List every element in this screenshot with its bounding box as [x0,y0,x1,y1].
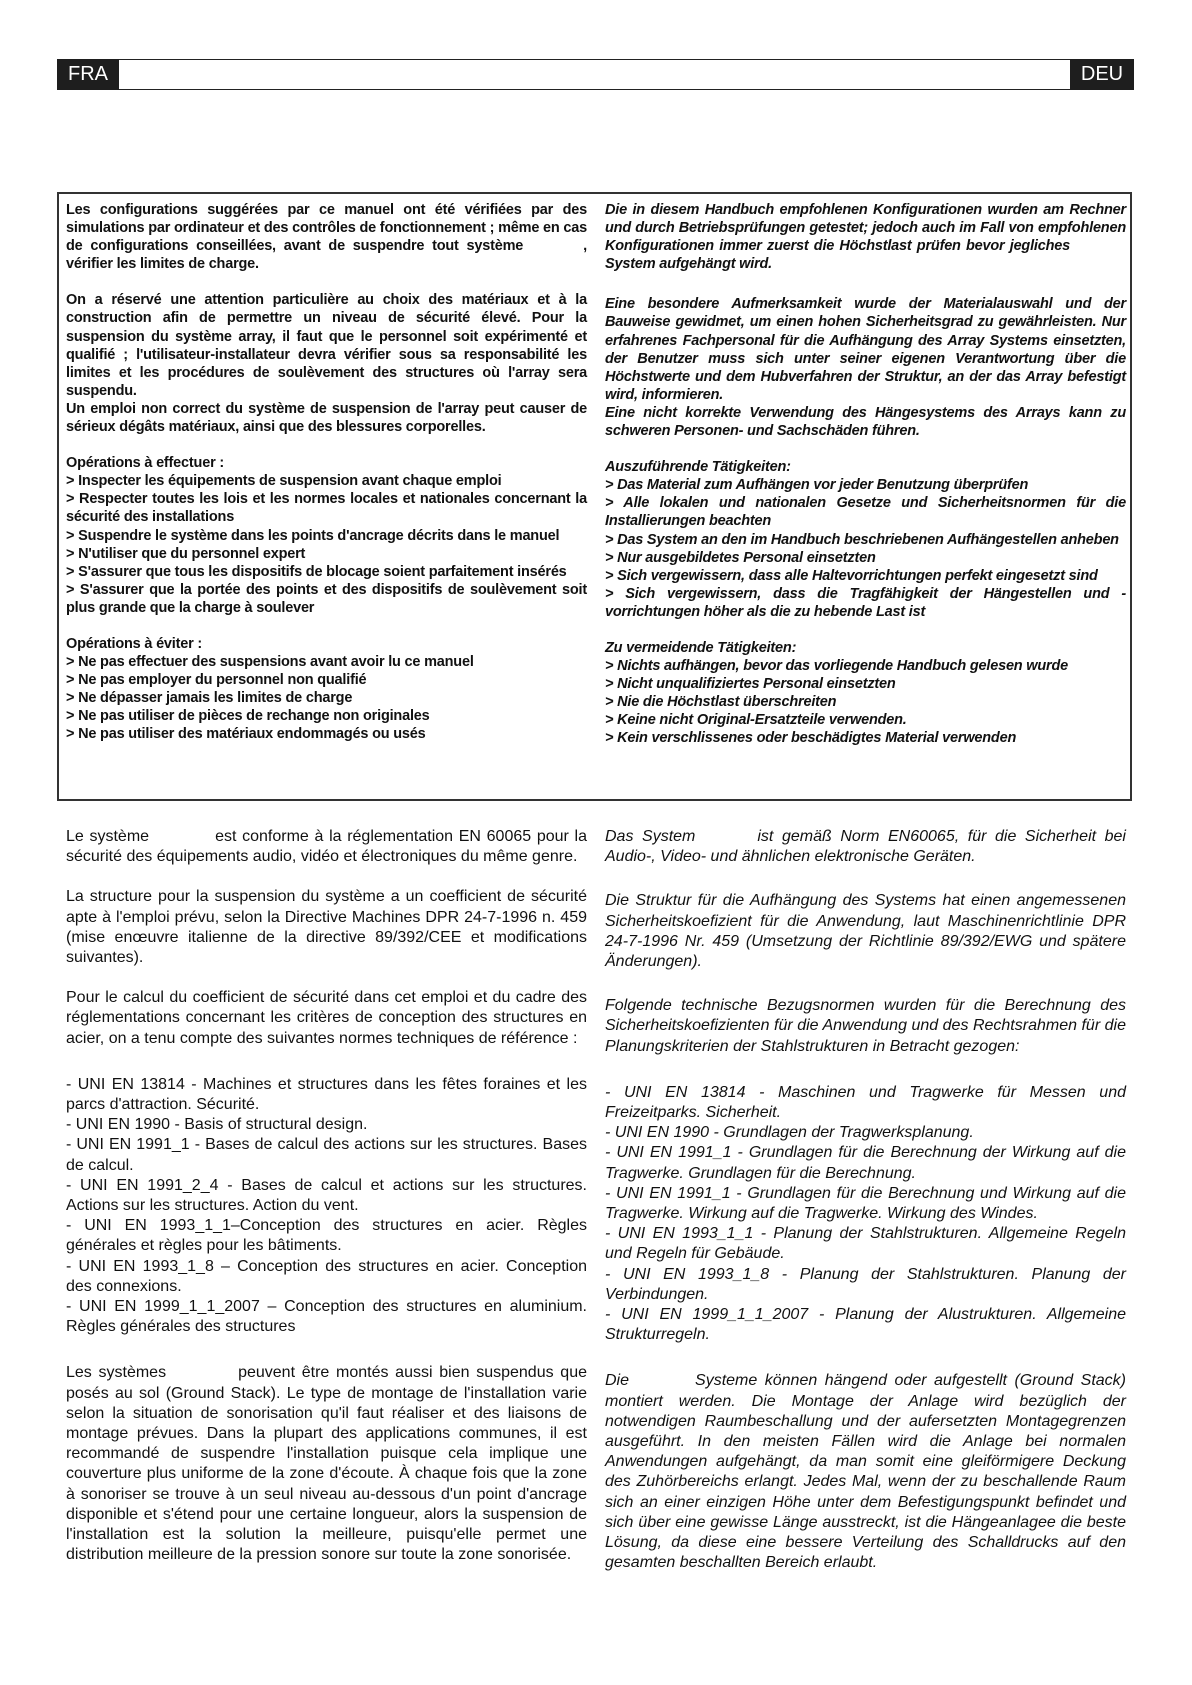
list-item: > Keine nicht Original-Ersatzteile verwenden. [605,712,907,729]
list-item: - UNI EN 13814 - Maschinen und Tragwerke für Messen und Freizeitparks. Sicherheit. [605,1083,1126,1122]
body-de-paragraph-1 [605,827,1126,867]
warning-de-paragraph-1 [605,201,1126,273]
header-rule-top [57,59,1134,60]
warning-german-column [605,201,1126,748]
list-item: > Inspecter les équipements de suspension avant chaque emploi [66,473,502,490]
warning-fr-avoid-title: Opérations à éviter : [66,635,203,652]
list-item: > Ne pas effectuer des suspensions avant avoir lu ce manuel [66,654,474,671]
warning-de-paragraph-2: Eine besondere Aufmerksamkeit wurde der Materialauswahl und der Bauweise gewidmet, um einen hohen Sicherheitsgrad zu gewährleisten. Nur erfahrenes Fachpersonal für die Aufhängung des Array Systems einsetzten, der Benutzer muss sich unter seiner eigenen Verantwortung über die Höchstwerte und dem Hubverfahren der Struktur, an der das Array befestigt wird, informieren. [605,296,1126,403]
warning-fr-p1b: , vérifier les limites de charge. [66,238,587,273]
list-item: > N'utiliser que du personnel expert [66,545,306,562]
list-item: - UNI EN 1990 - Basis of structural design. [66,1116,368,1134]
page-header [57,59,1134,90]
warning-de-paragraph-3: Eine nicht korrekte Verwendung des Hängesystems des Arrays kann zu schweren Personen- und Sachschäden führen. [605,404,1126,440]
warning-fr-paragraph-2: On a réservé une attention particulière au choix des matériaux et à la construction afin de permettre un niveau de sécurité élevé. Pour la suspension du système array, il faut que le personnel soit expérimenté et qualifié ; l'utilisateur-installateur devra vérifier sous sa responsabilité les limites et les procédures de soulèvement des structures où l'array sera suspendu. [66,292,587,399]
body-de-paragraph-4 [605,1371,1126,1573]
body-fr-p4b: peuvent être montés aussi bien suspendus que posés au sol (Ground Stack). Le type de montage de l'installation varie selon la situation de sonorisation qu'il faut réaliser et des liaisons de montage prévues. Dans la plupart des applications communes, il est recommandé de suspendre l'installation puisque cela implique une couverture plus uniforme de la zone d'écoute. À chaque fois que la zone à sonoriser se trouve à un seul niveau au-dessous d'un point d'ancrage disponible et s'étend pour une certaine longueur, alors la suspension de l'installation est la solution la meilleure, puisqu'elle permet une distribution meilleure de la pression sonore sur toute la zone sonorisée. [66,1364,587,1564]
body-de-p4a: Die [605,1372,630,1390]
list-item: > Ne pas employer du personnel non qualifié [66,672,367,689]
list-item: - UNI EN 1991_1 - Grundlagen für die Berechnung der Wirkung auf die Tragwerke. Grundlagen für die Berechnung. [605,1144,1126,1182]
list-item: > Alle lokalen und nationalen Gesetze und Sicherheitsnormen für die Installierungen beachten [605,495,1126,530]
body-german-column [605,827,1126,1574]
body-fr-p1b: est conforme à la réglementation EN 60065 pour la sécurité des équipements audio, vidéo et électroniques du même genre. [66,828,587,866]
body-de-p4b: Systeme können hängend oder aufgestellt (Ground Stack) montiert werden. Die Montage der Anlage wird bezüglich der notwendigen Raumbeschallung und der aufersetzten Montagegrenzen ausgeführt. In den meisten Fällen wird die Anlage bei normalen Anwendungen aufgehängt, da man somit eine gleiförmigere Deckung des Zuhörbereichs erlangt. Jedes Mal, wenn der zu beschallende Raum sich an einer einzigen Höhe unter dem Befestigungspunkt befindet und sich über eine gewisse Länge ausstreckt, ist die Hängeanlagee die beste Lösung, da diese eine bessere Verteilung des Schalldrucks auf den gesamten beschallten Bereich erlaubt. [605,1372,1126,1572]
list-item: > Ne pas utiliser des matériaux endommagés ou usés [66,726,426,743]
warning-fr-paragraph-1 [66,201,587,273]
list-item: - UNI EN 1993_1_8 – Conception des structures en acier. Conception des connexions. [66,1257,587,1295]
list-item: - UNI EN 1993_1_1–Conception des structures en acier. Règles générales et règles pour les bâtiments. [66,1217,587,1255]
list-item: - UNI EN 1990 - Grundlagen der Tragwerksplanung. [605,1124,974,1142]
list-item: > S'assurer que la portée des points et des dispositifs de soulèvement soit plus grande que la charge à soulever [66,581,587,616]
body-french-column [66,827,587,1566]
warning-french-column [66,201,587,744]
list-item: > S'assurer que tous les dispositifs de blocage soient parfaitement insérés [66,563,567,580]
list-item: - UNI EN 1999_1_1_2007 - Planung der Alustrukturen. Allgemeine Strukturregeln. [605,1306,1126,1344]
body-fr-paragraph-4 [66,1363,587,1565]
warning-fr-paragraph-3: Un emploi non correct du système de suspension de l'array peut causer de sérieux dégâts matériaux, ainsi que des blessures corporelles. [66,400,587,436]
list-item: > Kein verschlissenes oder beschädigtes Material verwenden [605,730,1017,747]
list-item: > Nichts aufhängen, bevor das vorliegende Handbuch gelesen wurde [605,658,1068,675]
header-rule-bottom [57,89,1134,90]
warning-de-avoid-title: Zu vermeidende Tätigkeiten: [605,639,797,656]
list-item: > Nie die Höchstlast überschreiten [605,694,837,711]
list-item: > Suspendre le système dans les points d'ancrage décrits dans le manuel [66,527,560,544]
body-fr-p4a: Les systèmes [66,1364,167,1382]
list-item: - UNI EN 1999_1_1_2007 – Conception des structures en aluminium. Règles générales des structures [66,1298,587,1336]
body-fr-paragraph-1 [66,827,587,867]
list-item: > Ne pas utiliser de pièces de rechange non originales [66,708,430,725]
body-fr-paragraph-3: Pour le calcul du coefficient de sécurité dans cet emploi et du cadre des réglementations concernant les critères de conception des structures en acier, on a tenu compte des suivantes normes techniques de référence : [66,989,587,1047]
language-tag-deu: DEU [1070,59,1134,90]
list-item: - UNI EN 1993_1_8 - Planung der Stahlstrukturen. Planung der Verbindungen. [605,1265,1126,1303]
warning-de-p1a: Die in diesem Handbuch empfohlenen Konfigurationen wurden am Rechner und durch Betriebsprüfungen getestet; jedoch auch im Fall von empfohlenen Konfigurationen immer zuerst die Höchstlast prüfen bevor jegliches [605,202,1126,255]
list-item: > Sich vergewissern, dass alle Haltevorrichtungen perfekt eingesetzt sind [605,567,1098,584]
list-item: - UNI EN 1991_1 - Bases de calcul des actions sur les structures. Bases de calcul. [66,1136,587,1174]
warning-fr-p1a: Les configurations suggérées par ce manuel ont été vérifiées par des simulations par ordinateur et des contrôles de fonctionnement ; même en cas de configurations conseillées, avant de suspendre tout système [66,202,587,255]
list-item: > Das Material zum Aufhängen vor jeder Benutzung überprüfen [605,477,1029,494]
language-tag-fra: FRA [57,59,119,90]
body-de-p1b: ist gemäß Norm EN60065, für die Sicherheit bei Audio-, Video- und ähnlichen elektronische Geräten. [605,828,1126,866]
body-fr-paragraph-2: La structure pour la suspension du système a un coefficient de sécurité apte à l'emploi prévu, selon la Directive Machines DPR 24-7-1996 n. 459 (mise enœuvre italienne de la directive 89/392/CEE et modifications suivantes). [66,888,587,967]
list-item: > Respecter toutes les lois et les normes locales et nationales concernant la sécurité des installations [66,491,587,526]
list-item: > Nicht unqualifiziertes Personal einsetzten [605,676,896,693]
body-de-paragraph-2: Die Struktur für die Aufhängung des Systems hat einen angemessenen Sicherheitskoefizient für die Anwendung, laut Maschinenrichtlinie DPR 24-7-1996 Nr. 459 (Umsetzung der Richtlinie 89/392/EWG und spätere Änderungen). [605,892,1126,971]
body-fr-p1a: Le système [66,828,150,845]
list-item: > Sich vergewissern, dass die Tragfähigkeit der Hängestellen und -vorrichtungen höher als die zu hebende Last ist [605,585,1126,620]
warning-de-p1b: System aufgehängt wird. [605,256,773,273]
list-item: - UNI EN 1991_2_4 - Bases de calcul et actions sur les structures. Actions sur les structures. Action du vent. [66,1176,587,1215]
body-de-p1a: Das System [605,828,696,845]
warning-de-do-title: Auszuführende Tätigkeiten: [605,459,791,476]
list-item: - UNI EN 1993_1_1 - Planung der Stahlstrukturen. Allgemeine Regeln und Regeln für Gebäude. [605,1225,1126,1263]
list-item: - UNI EN 1991_1 - Grundlagen für die Berechnung und Wirkung auf die Tragwerke. Wirkung auf die Tragwerke. Wirkung des Windes. [605,1184,1126,1223]
list-item: > Ne dépasser jamais les limites de charge [66,690,353,707]
warning-fr-do-title: Opérations à effectuer : [66,455,224,472]
body-de-paragraph-3: Folgende technische Bezugsnormen wurden für die Berechnung des Sicherheitskoefizienten für die Anwendung und des Rechtsrahmen für die Planungskriterien der Stahlstrukturen in Betracht gezogen: [605,997,1126,1055]
list-item: > Das System an den im Handbuch beschriebenen Aufhängestellen anheben [605,531,1119,548]
list-item: > Nur ausgebildetes Personal einsetzten [605,549,876,566]
list-item: - UNI EN 13814 - Machines et structures dans les fêtes foraines et les parcs d'attraction. Sécurité. [66,1075,587,1114]
